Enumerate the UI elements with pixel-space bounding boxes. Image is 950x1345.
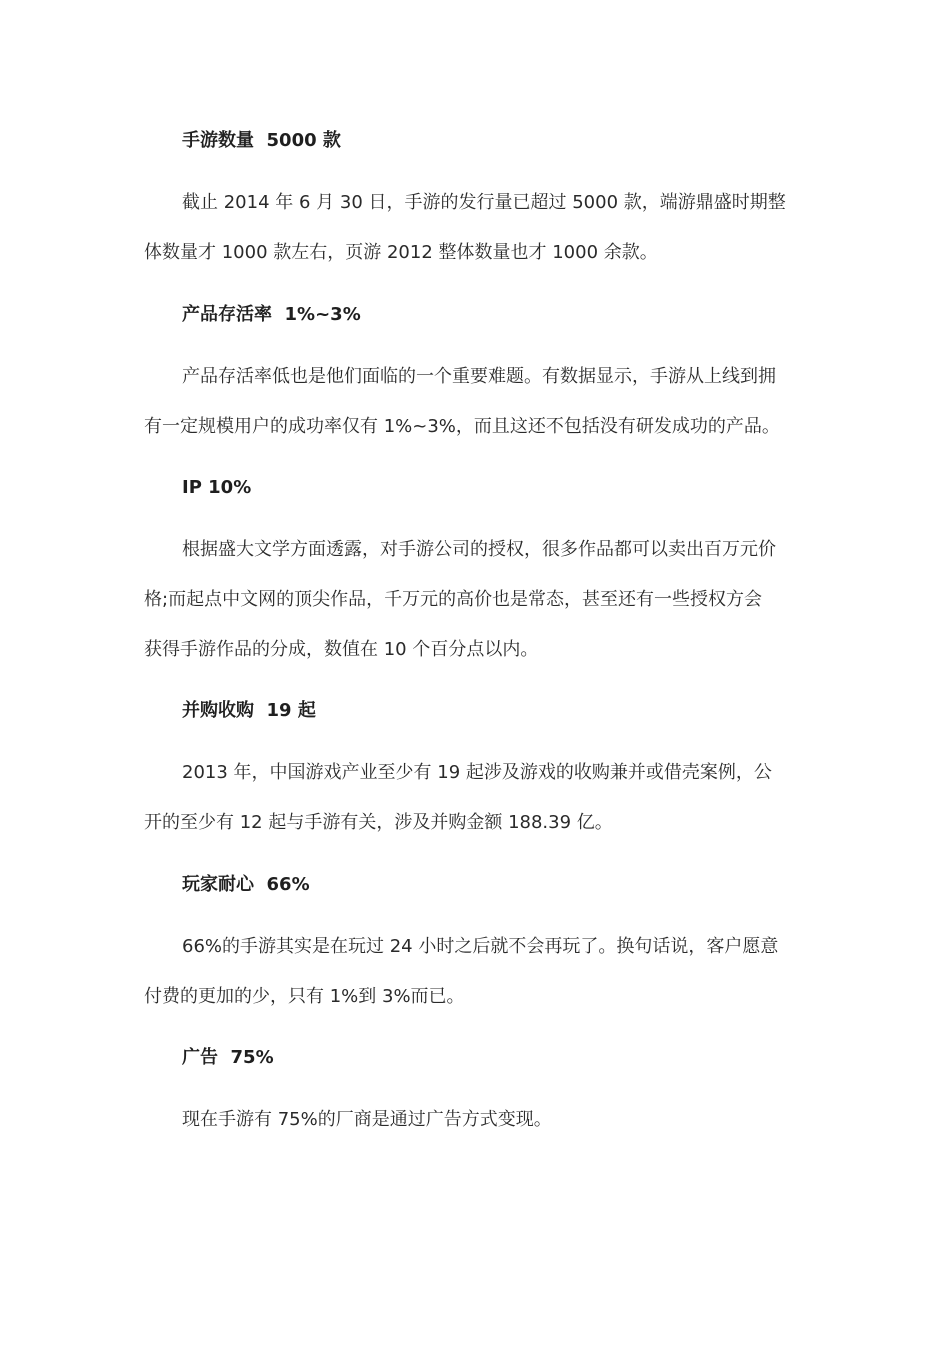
section-heading-ip: IP 10% bbox=[182, 477, 252, 498]
paragraph-line: 根据盛大文学方面透露，对手游公司的授权，很多作品都可以卖出百万元价 bbox=[182, 539, 776, 560]
section-heading-acquisitions: 并购收购 19 起 bbox=[182, 700, 316, 721]
paragraph-line: 有一定规模用户的成功率仅有 1%~3%，而且这还不包括没有研发成功的产品。 bbox=[144, 416, 780, 437]
section-heading-advertising: 广告 75% bbox=[182, 1047, 274, 1068]
paragraph-line: 格;而起点中文网的顶尖作品，千万元的高价也是常态，甚至还有一些授权方会 bbox=[144, 589, 763, 610]
section-heading-game-count: 手游数量 5000 款 bbox=[182, 130, 341, 151]
paragraph-line: 付费的更加的少，只有 1%到 3%而已。 bbox=[144, 986, 465, 1007]
section-paragraph-ip bbox=[144, 525, 812, 675]
paragraph-line: 66%的手游其实是在玩过 24 小时之后就不会再玩了。换句话说，客户愿意 bbox=[182, 936, 779, 957]
section-paragraph-acquisitions bbox=[144, 748, 812, 848]
paragraph-line: 截止 2014 年 6 月 30 日，手游的发行量已超过 5000 款，端游鼎盛时期整 bbox=[182, 192, 786, 213]
paragraph-line: 产品存活率低也是他们面临的一个重要难题。有数据显示，手游从上线到拥 bbox=[182, 366, 776, 387]
section-heading-player-patience: 玩家耐心 66% bbox=[182, 874, 310, 895]
paragraph-line: 获得手游作品的分成，数值在 10 个百分点以内。 bbox=[144, 639, 539, 660]
section-paragraph-advertising bbox=[144, 1095, 812, 1145]
section-paragraph-player-patience bbox=[144, 922, 812, 1022]
paragraph-line: 开的至少有 12 起与手游有关，涉及并购金额 188.39 亿。 bbox=[144, 812, 613, 833]
paragraph-line: 现在手游有 75%的厂商是通过广告方式变现。 bbox=[182, 1109, 552, 1130]
section-heading-survival-rate: 产品存活率 1%~3% bbox=[182, 304, 361, 325]
section-paragraph-game-count bbox=[144, 178, 812, 278]
paragraph-line: 体数量才 1000 款左右，页游 2012 整体数量也才 1000 余款。 bbox=[144, 242, 658, 263]
paragraph-line: 2013 年，中国游戏产业至少有 19 起涉及游戏的收购兼并或借壳案例，公 bbox=[182, 762, 772, 783]
section-paragraph-survival-rate bbox=[144, 352, 812, 452]
